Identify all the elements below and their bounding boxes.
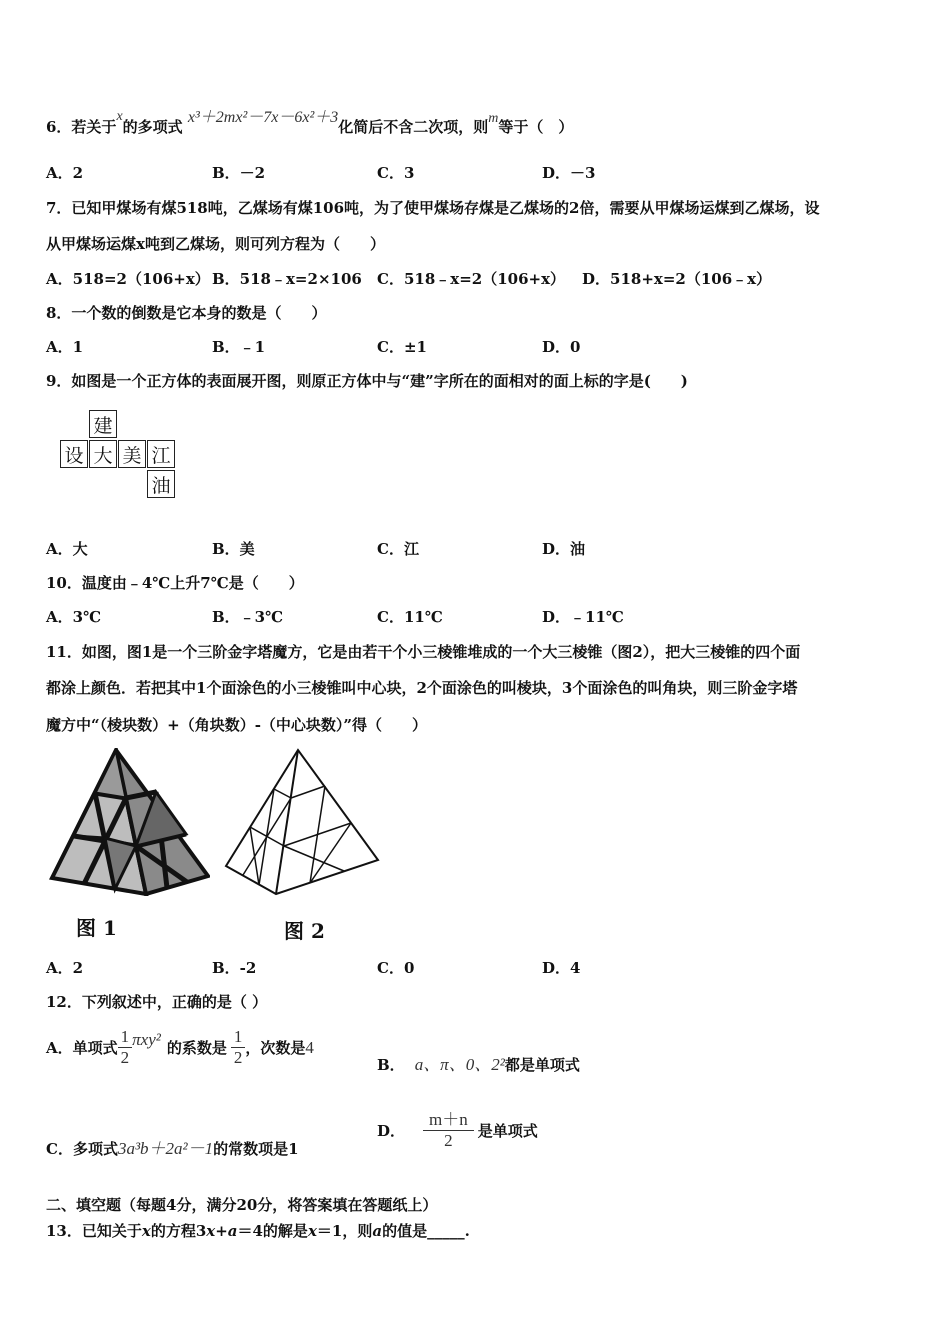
net-cell-bottom: 油	[147, 470, 175, 498]
q11-line-2: 都涂上颜色．若把其中1个面涂色的小三棱锥叫中心块，2个面涂色的叫棱块，3个面涂色的叫角块，则三阶金字塔	[46, 679, 798, 697]
q10-option-a: A．3℃	[46, 608, 102, 626]
q12-d-frac-num: m＋n	[423, 1110, 474, 1131]
q10-text: 10．温度由﹣4℃上升7℃是（ ）	[46, 574, 304, 592]
q7-option-b: B．518﹣x=2×106	[212, 270, 362, 288]
q12-d-fraction	[423, 1110, 474, 1151]
pyramid-cube-figure-1	[46, 748, 210, 896]
q6-mid: 的多项式	[122, 118, 183, 136]
q12-option-d	[377, 1110, 538, 1151]
q8-text: 8．一个数的倒数是它本身的数是（ ）	[46, 304, 327, 322]
q7-option-c: C．518﹣x=2（106+x）	[377, 270, 566, 288]
net-cell-row-1: 设	[60, 440, 88, 468]
q13-part-d: ＝4的解是	[237, 1222, 308, 1240]
q8-option-b: B．﹣1	[212, 338, 266, 356]
q12-c-suffix: 的常数项是1	[213, 1140, 299, 1158]
q11-option-a: A．2	[46, 959, 84, 977]
q12-d-prefix: D．	[377, 1122, 406, 1140]
q11-line-3: 魔方中“（棱块数）+（角块数）-（中心块数）”得（ ）	[46, 716, 428, 734]
q12-option-b	[377, 1050, 580, 1075]
q7-line-2: 从甲煤场运煤x吨到乙煤场，则可列方程为（ ）	[46, 235, 385, 253]
q12-option-a	[46, 1027, 314, 1068]
q9-option-a: A．大	[46, 540, 88, 558]
net-cell-row-4: 江	[147, 440, 175, 468]
q12-a-coef	[231, 1027, 246, 1068]
q6-option-a: A．2	[46, 164, 84, 182]
q12-c-expr: 3a³b＋2a²－1	[117, 1139, 214, 1158]
q12-b-expr: a、π、0、2²	[414, 1055, 505, 1074]
q6-var-x: x	[116, 109, 123, 124]
q6-option-d: D．－3	[542, 164, 596, 182]
question-13	[46, 1220, 470, 1241]
q8-option-a: A．1	[46, 338, 84, 356]
pyramid-line-figure-2	[222, 748, 382, 898]
q6-option-c: C．3	[377, 164, 415, 182]
q13-part-c: x+a	[206, 1222, 238, 1240]
q12-option-c	[46, 1134, 299, 1159]
question-6	[46, 109, 574, 137]
q7-line-1: 7．已知甲煤场有煤518吨，乙煤场有煤106吨，为了使甲煤场存煤是乙煤场的2倍，需要从甲煤场运煤到乙煤场，设	[46, 199, 820, 217]
q9-text: 9．如图是一个正方体的表面展开图，则原正方体中与“建”字所在的面相对的面上标的字是( )	[46, 372, 688, 390]
q10-option-b: B．﹣3℃	[212, 608, 284, 626]
q11-option-b: B．-2	[212, 959, 257, 977]
q12-d-suffix: 是单项式	[477, 1122, 538, 1140]
net-cell-row-2: 大	[89, 440, 117, 468]
q12-a-fraction	[118, 1027, 133, 1068]
q12-a-frac-den: 2	[120, 1048, 130, 1067]
figure-1-caption: 图 1	[76, 916, 117, 940]
q12-a-prefix: A．单项式	[46, 1039, 118, 1057]
q12-a-mid: 的系数是	[166, 1039, 227, 1057]
q13-part-h: 的值是_____.	[382, 1222, 470, 1240]
q12-a-frac-num: 1	[118, 1027, 133, 1048]
q12-a-coef-num: 1	[231, 1027, 246, 1048]
q8-option-c: C．±1	[377, 338, 427, 356]
q7-option-a: A．518=2（106+x）	[46, 270, 210, 288]
q9-option-b: B．美	[212, 540, 255, 558]
q13-var-x: x	[141, 1222, 151, 1240]
q10-option-d: D．﹣11℃	[542, 608, 624, 626]
q9-option-d: D．油	[542, 540, 586, 558]
q12-a-term: πxy²	[132, 1029, 161, 1049]
q12-a-coef-den: 2	[233, 1048, 243, 1067]
q6-prefix: 6．若关于	[46, 118, 117, 136]
q12-c-prefix: C．多项式	[46, 1140, 118, 1158]
q6-suffix-a: 化简后不含二次项，则	[338, 118, 489, 136]
q10-option-c: C．11℃	[377, 608, 443, 626]
q12-a-degree: 4	[305, 1037, 314, 1057]
q7-option-d: D．518+x=2（106﹣x）	[582, 270, 772, 288]
q11-option-d: D．4	[542, 959, 581, 977]
q13-var-x2: x	[307, 1222, 317, 1240]
q6-option-b: B．－2	[212, 164, 266, 182]
section-2-heading: 二、填空题（每题4分，满分20分，将答案填在答题纸上）	[46, 1196, 438, 1214]
q12-a-tail: ，次数是	[245, 1039, 306, 1057]
q13-part-f: ＝1，则	[316, 1222, 373, 1240]
q6-polynomial: x³＋2mx²－7x－6x²＋3	[187, 109, 339, 126]
q12-b-prefix: B．	[377, 1056, 405, 1074]
q12-d-frac-den: 2	[444, 1131, 453, 1150]
q8-option-d: D．0	[542, 338, 581, 356]
net-cell-top: 建	[89, 410, 117, 438]
q9-option-c: C．江	[377, 540, 419, 558]
q6-suffix-b: 等于（ ）	[498, 118, 574, 136]
q12-text: 12．下列叙述中，正确的是（ ）	[46, 993, 268, 1011]
q13-var-a: a	[372, 1222, 383, 1240]
q13-part-b: 的方程3	[150, 1222, 207, 1240]
q11-option-c: C．0	[377, 959, 415, 977]
figure-2-caption: 图 2	[284, 919, 325, 943]
q11-line-1: 11．如图，图1是一个三阶金字塔魔方，它是由若干个小三棱锥堆成的一个大三棱锥（图2），把大三棱锥的四个面	[46, 643, 801, 661]
q13-part-a: 13．已知关于	[46, 1222, 142, 1240]
net-cell-row-3: 美	[118, 440, 146, 468]
q12-b-suffix: 都是单项式	[504, 1056, 580, 1074]
q6-var-m: m	[488, 111, 499, 126]
